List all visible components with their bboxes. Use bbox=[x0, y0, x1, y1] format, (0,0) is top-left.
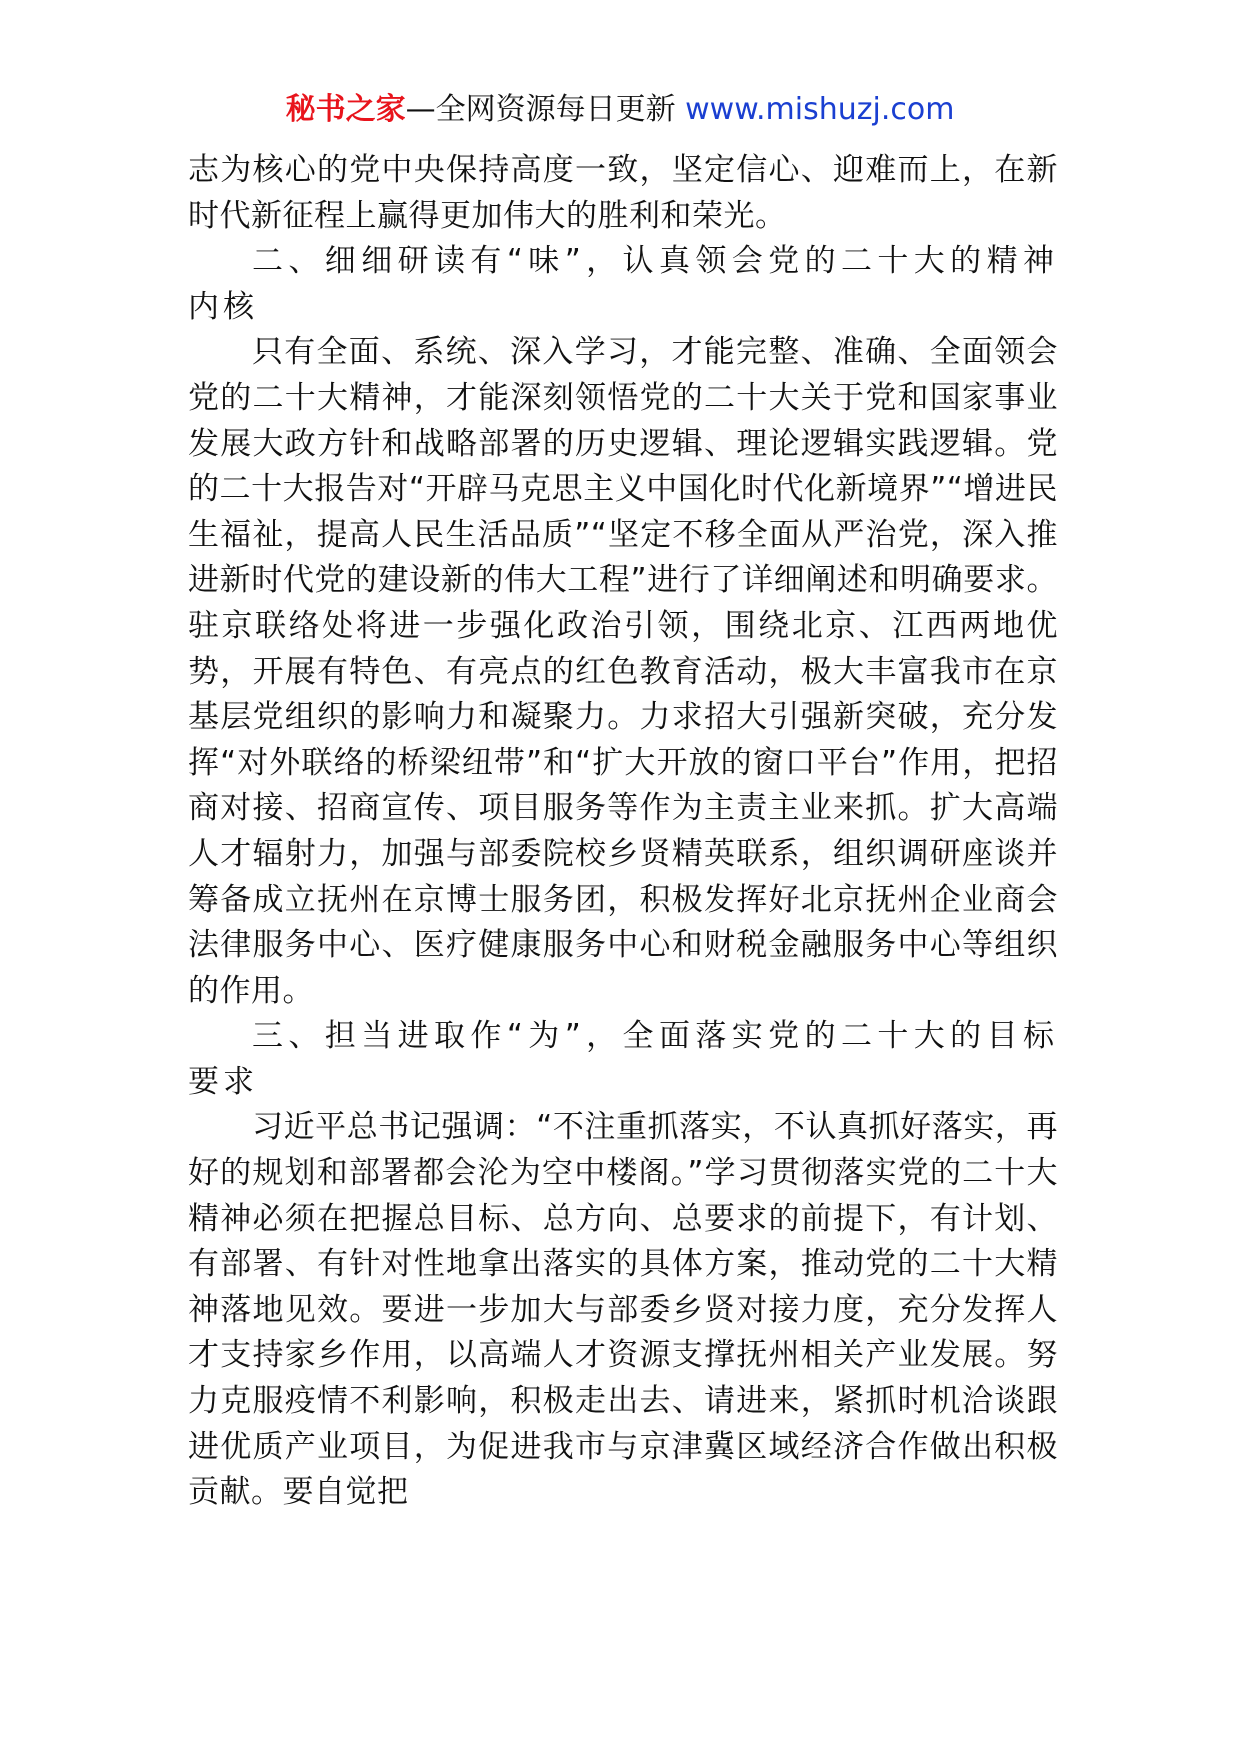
website-link[interactable]: www.mishuzj.com bbox=[685, 92, 955, 127]
section-heading-2: 二、细细研读有“味”，认真领会党的二十大的精神内核 bbox=[188, 243, 1058, 325]
page-header bbox=[0, 90, 1240, 130]
section-heading-3: 三、担当进取作“为”，全面落实党的二十大的目标要求 bbox=[188, 1018, 1058, 1100]
header-tagline: —全网资源每日更新 bbox=[405, 92, 686, 127]
brand-name: 秘书之家 bbox=[285, 92, 406, 127]
paragraph-continuation: 志为核心的党中央保持高度一致，坚定信心、迎难而上，在新时代新征程上赢得更加伟大的胜利和荣光。 bbox=[188, 152, 1058, 234]
paragraph-section-3: 习近平总书记强调：“不注重抓落实，不认真抓好落实，再好的规划和部署都会沦为空中楼阁。”学习贯彻落实党的二十大精神必须在把握总目标、总方向、总要求的前提下，有计划、有部署、有针对性地拿出落实的具体方案，推动党的二十大精神落地见效。要进一步加大与部委乡贤对接力度，充分发挥人才支持家乡作用，以高端人才资源支撑抚州相关产业发展。努力克服疫情不利影响，积极走出去、请进来，紧抓时机洽谈跟进优质产业项目，为促进我市与京津冀区域经济合作做出积极贡献。要自觉把 bbox=[188, 1109, 1058, 1511]
document-body bbox=[188, 148, 1058, 1516]
paragraph-section-2: 只有全面、系统、深入学习，才能完整、准确、全面领会党的二十大精神，才能深刻领悟党的二十大关于党和国家事业发展大政方针和战略部署的历史逻辑、理论逻辑实践逻辑。党的二十大报告对“开辟马克思主义中国化时代化新境界”“增进民生福祉，提高人民生活品质”“坚定不移全面从严治党，深入推进新时代党的建设新的伟大工程”进行了详细阐述和明确要求。驻京联络处将进一步强化政治引领，围绕北京、江西两地优势，开展有特色、有亮点的红色教育活动，极大丰富我市在京基层党组织的影响力和凝聚力。力求招大引强新突破，充分发挥“对外联络的桥梁纽带”和“扩大开放的窗口平台”作用，把招商对接、招商宣传、项目服务等作为主责主业来抓。扩大高端人才辐射力，加强与部委院校乡贤精英联系，组织调研座谈并筹备成立抚州在京博士服务团，积极发挥好北京抚州企业商会法律服务中心、医疗健康服务中心和财税金融服务中心等组织的作用。 bbox=[188, 334, 1058, 1009]
